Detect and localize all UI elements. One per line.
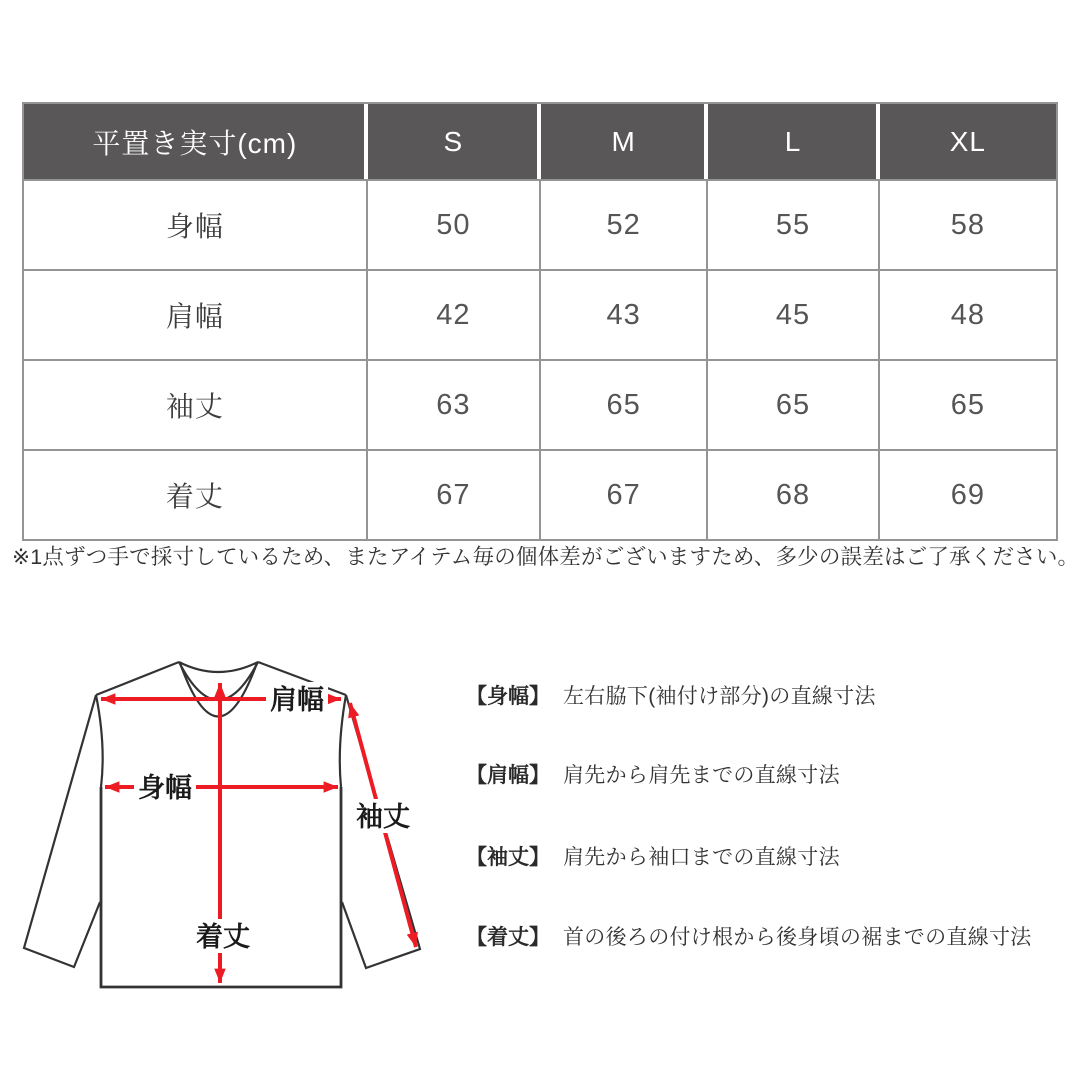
row-label-total-length: 着丈 <box>24 451 366 539</box>
cell-sleeve-length-l: 65 <box>708 361 877 449</box>
cell-sleeve-length-xl: 65 <box>880 361 1056 449</box>
cell-sleeve-length-s: 63 <box>368 361 539 449</box>
measurement-note: ※1点ずつ手で採寸しているため、またアイテム毎の個体差がございますため、多少の誤差はご了承ください。 <box>12 545 1080 569</box>
body-length-label: 着丈 <box>196 922 250 952</box>
chest-width-label: 身幅 <box>138 773 192 803</box>
table-header-size-s: S <box>368 104 539 179</box>
definition-desc: 左右脇下(袖付け部分)の直線寸法 <box>563 685 876 708</box>
definition-desc: 肩先から袖口までの直線寸法 <box>563 846 840 869</box>
cell-total-length-l: 68 <box>708 451 877 539</box>
cell-body-width-l: 55 <box>708 181 877 269</box>
definition-term: 【肩幅】 <box>466 764 550 787</box>
cell-total-length-s: 67 <box>368 451 539 539</box>
definition-body-width <box>466 680 876 710</box>
cell-body-width-m: 52 <box>541 181 706 269</box>
cell-sleeve-length-m: 65 <box>541 361 706 449</box>
cell-body-width-s: 50 <box>368 181 539 269</box>
cell-total-length-xl: 69 <box>880 451 1056 539</box>
definition-desc: 肩先から肩先までの直線寸法 <box>563 764 840 787</box>
cell-shoulder-width-xl: 48 <box>880 271 1056 359</box>
cell-shoulder-width-s: 42 <box>368 271 539 359</box>
sleeve-length-label: 袖丈 <box>356 802 410 832</box>
row-label-shoulder-width: 肩幅 <box>24 271 366 359</box>
definition-term: 【身幅】 <box>466 685 550 708</box>
table-header-size-m: M <box>541 104 706 179</box>
table-header-measurement: 平置き実寸(cm) <box>24 104 366 179</box>
definition-total-length <box>466 921 1032 951</box>
definition-term: 【袖丈】 <box>466 846 550 869</box>
row-label-sleeve-length: 袖丈 <box>24 361 366 449</box>
definition-desc: 首の後ろの付け根から後身頃の裾までの直線寸法 <box>563 926 1032 949</box>
row-label-body-width: 身幅 <box>24 181 366 269</box>
definition-sleeve-length <box>466 841 840 871</box>
definition-term: 【着丈】 <box>466 926 550 949</box>
cell-shoulder-width-l: 45 <box>708 271 877 359</box>
size-table <box>22 102 1058 541</box>
measurement-definitions <box>466 630 1080 1030</box>
shirt-diagram-svg <box>0 630 460 1030</box>
table-header-size-xl: XL <box>880 104 1056 179</box>
cell-total-length-m: 67 <box>541 451 706 539</box>
cell-shoulder-width-m: 43 <box>541 271 706 359</box>
shirt-measurement-diagram <box>0 630 460 1030</box>
definition-shoulder-width <box>466 759 840 789</box>
cell-body-width-xl: 58 <box>880 181 1056 269</box>
table-header-size-l: L <box>708 104 877 179</box>
shoulder-width-label: 肩幅 <box>270 685 324 715</box>
